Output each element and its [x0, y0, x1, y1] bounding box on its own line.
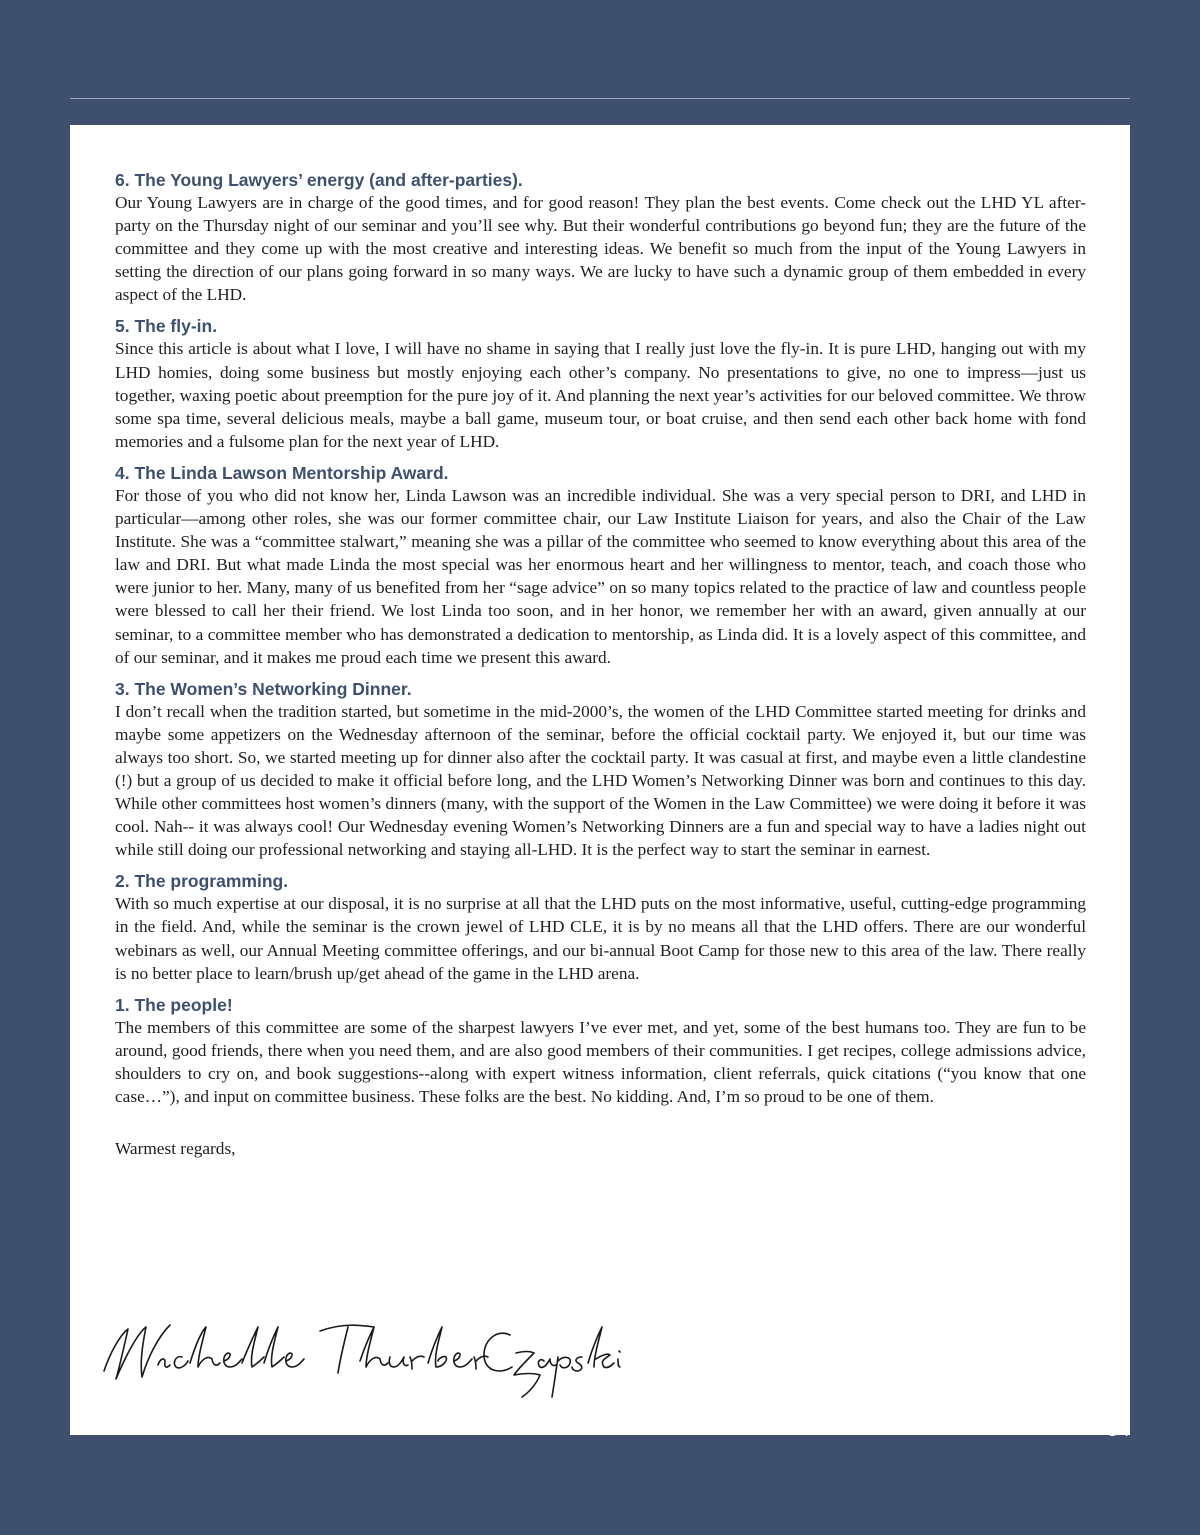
section-heading: 4. The Linda Lawson Mentorship Award. — [115, 462, 449, 483]
publication-name: For The Defense — [842, 1420, 970, 1439]
page-number: 34 — [1106, 1418, 1130, 1441]
section-young-lawyers — [115, 169, 1086, 306]
section-heading: 2. The programming. — [115, 871, 289, 892]
section-heading: 1. The people! — [115, 994, 233, 1015]
issue-date: March 2024 — [993, 1420, 1084, 1439]
section-heading: 6. The Young Lawyers’ energy (and after-parties). — [115, 170, 523, 190]
section-body: I don’t recall when the tradition started, but sometime in the mid-2000’s, the women of the LHD Committee started meeting for drinks and maybe some appetizers on the Wednesday afternoon of the seminar, before the official cocktail party. We enjoyed it, but our time was always too short. So, we started meeting up for dinner also after the cocktail party. It was casual at first, and maybe even a little clandestine (!) but a group of us decided to make it official before long, and the LHD Women’s Networking Dinner was born and continues to this day. While other committees host women’s dinners (many, with the support of the Women in the Law Committee) we were doing it before it was cool. Nah-- it was always cool! Our Wednesday evening Women’s Networking Dinners are a fun and special way to have a ladies night out while still doing our professional networking and staying all-LHD. It is the perfect way to start the seminar in earnest. — [115, 701, 1086, 860]
section-body: With so much expertise at our disposal, it is no surprise at all that the LHD puts on the most informative, useful, cutting-edge programming in the field. And, while the seminar is the crown jewel of LHD CLE, it is by no means all that the LHD offers. There are our wonderful webinars as well, our Annual Meeting committee offerings, and our bi-annual Boot Camp for those new to this area of the law. There really is no better place to learn/brush up/get ahead of the game in the LHD arena. — [115, 894, 1086, 983]
section-body: Since this article is about what I love, I will have no shame in saying that I really just love the fly-in. It is pure LHD, hanging out with my LHD homies, doing some business but mostly enjoying each other’s company. No presentations to give, no one to impress—just us together, waxing poetic about preemption for the pure joy of it. And planning the next year’s activities for our beloved committee. We throw some spa time, several delicious meals, maybe a ball game, museum tour, or boat cruise, and then send each other back home with fond memories and a fulsome plan for the next year of LHD. — [115, 339, 1086, 451]
footer-separator: ▪ — [979, 1424, 984, 1436]
signature-image — [98, 1313, 638, 1413]
section-fly-in — [115, 315, 1086, 452]
closing-salutation: Warmest regards, — [115, 1139, 236, 1159]
section-mentorship-award — [115, 462, 1086, 669]
top-divider — [70, 98, 1130, 99]
section-programming — [115, 870, 1086, 984]
section-heading: 5. The fly-in. — [115, 316, 218, 337]
section-heading: 3. The Women’s Networking Dinner. — [115, 678, 412, 699]
section-people — [115, 994, 1086, 1108]
footer-separator: ▪ — [1093, 1424, 1097, 1436]
page-footer — [843, 1418, 1131, 1442]
section-body: Our Young Lawyers are in charge of the good times, and for good reason! They plan the best events. Come check out the LHD YL after-party on the Thursday night of our seminar and you’ll see why. But their wonderful contributions go beyond fun; they are the future of the committee and they come up with the most creative and interesting ideas. We benefit so much from the input of the Young Lawyers in setting the direction of our plans going forward in so many ways. We are lucky to have such a dynamic group of them embedded in every aspect of the LHD. — [115, 193, 1086, 305]
section-body: For those of you who did not know her, Linda Lawson was an incredible individual. She was a very special person to DRI, and LHD in particular—among other roles, she was our former committee chair, our Law Institute Liaison for years, and also the Chair of the Law Institute. She was a “committee stalwart,” meaning she was a pillar of the committee who seemed to know everything about this area of the law and DRI. But what made Linda the most special was her enormous heart and her willingness to mentor, teach, and coach those who were junior to her. Many, many of us benefited from her “sage advice” on so many topics related to the practice of law and countless people were blessed to call her their friend. We lost Linda too soon, and in her honor, we remember her with an award, given annually at our seminar, to a committee member who has demonstrated a dedication to mentorship, as Linda did. It is a lovely aspect of this committee, and of our seminar, and it makes me proud each time we present this award. — [115, 485, 1086, 667]
section-body: The members of this committee are some of the sharpest lawyers I’ve ever met, and yet, some of the best humans too. They are fun to be around, good friends, there when you need them, and are also good members of their communities. I get recipes, college admissions advice, shoulders to cry on, and book suggestions--along with expert witness information, client referrals, quick citations (“you know that one case…”), and input on committee business. These folks are the best. No kidding. And, I’m so proud to be one of them. — [115, 1017, 1086, 1106]
section-womens-dinner — [115, 678, 1086, 862]
article-panel — [70, 125, 1130, 1435]
